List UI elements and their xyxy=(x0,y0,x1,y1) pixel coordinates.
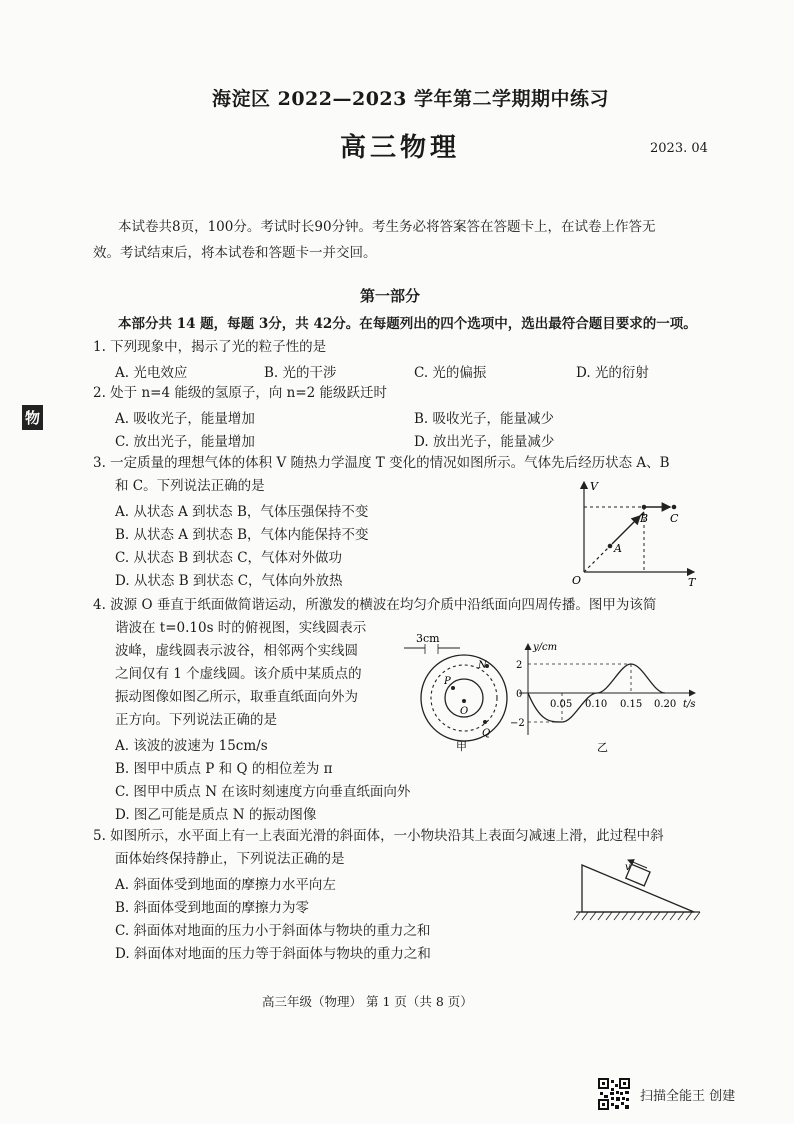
q4-stem-line-2: 谐波在 t=0.10s 时的俯视图，实线圆表示 xyxy=(115,620,367,636)
q2-option-d: D. 放出光子，能量减少 xyxy=(414,434,555,450)
intro-line-2: 效。考试结束后，将本试卷和答题卡一并交回。 xyxy=(93,245,377,261)
q3-stem-line-2: 和 C。下列说法正确的是 xyxy=(115,478,265,494)
incline-diagram xyxy=(572,855,704,925)
point-a xyxy=(608,544,613,549)
q3-option-d: D. 从状态 B 到状态 C，气体向外放热 xyxy=(115,573,343,589)
q2-option-c: C. 放出光子，能量增加 xyxy=(115,434,255,450)
scale-label: 3cm xyxy=(416,632,440,645)
wave-top-view-diagram xyxy=(398,630,518,752)
q5-stem-line-2: 面体始终保持静止，下列说法正确的是 xyxy=(115,851,345,867)
subject-title: 高三物理 xyxy=(340,133,461,163)
label-o: O xyxy=(460,706,469,717)
process-ab-line xyxy=(612,516,640,544)
ground-hatch xyxy=(574,912,700,920)
q1-option-d: D. 光的衍射 xyxy=(576,365,649,381)
q5-option-d: D. 斜面体对地面的压力等于斜面体与物块的重力之和 xyxy=(115,946,431,962)
point-b xyxy=(642,505,647,510)
q5-option-b: B. 斜面体受到地面的摩擦力为零 xyxy=(115,900,310,916)
source-o xyxy=(462,699,466,703)
y-axis-label: y/cm xyxy=(533,642,558,653)
q4-stem-line-6: 正方向。下列说法正确的是 xyxy=(115,712,277,728)
point-q xyxy=(483,720,487,724)
q3-option-c: C. 从状态 B 到状态 C，气体对外做功 xyxy=(115,550,343,566)
q5-stem-line-1: 5. 如图所示，水平面上有一上表面光滑的斜面体，一小物块沿其上表面匀减速上滑，此过程中斜 xyxy=(93,828,664,844)
q3-option-a: A. 从状态 A 到状态 B，气体压强保持不变 xyxy=(115,504,369,520)
velocity-label: v xyxy=(625,862,631,873)
caption-yi: 乙 xyxy=(597,741,608,752)
dashed-extension xyxy=(584,544,612,572)
label-b: B xyxy=(640,512,649,525)
x-tick-005: 0.05 xyxy=(550,699,573,710)
q5-option-c: C. 斜面体对地面的压力小于斜面体与物块的重力之和 xyxy=(115,923,431,939)
label-p: P xyxy=(444,676,451,687)
label-a: A xyxy=(614,542,622,555)
y-tick-neg2: −2 xyxy=(510,718,525,729)
q1-option-c: C. 光的偏振 xyxy=(414,365,487,381)
x-tick-010: 0.10 xyxy=(585,699,608,710)
q5-option-a: A. 斜面体受到地面的摩擦力水平向左 xyxy=(115,877,336,893)
vt-diagram xyxy=(570,476,700,588)
q4-option-d: D. 图乙可能是质点 N 的振动图像 xyxy=(115,807,317,823)
q4-stem-line-4: 之间仅有 1 个虚线圆。该介质中某质点的 xyxy=(115,666,362,682)
q4-option-a: A. 该波的波速为 15cm/s xyxy=(115,738,268,754)
q1-option-b: B. 光的干涉 xyxy=(264,365,337,381)
part-title: 第一部分 xyxy=(360,287,421,305)
x-tick-020: 0.20 xyxy=(654,699,677,710)
origin-label: O xyxy=(572,574,582,587)
trough-circle xyxy=(431,665,497,731)
q1-option-a: A. 光电效应 xyxy=(115,365,188,381)
v-axis-label: V xyxy=(590,480,598,493)
q1-stem: 1. 下列现象中，揭示了光的粒子性的是 xyxy=(93,339,327,355)
subject-side-tag: 物 xyxy=(22,405,43,430)
q4-option-b: B. 图甲中质点 P 和 Q 的相位差为 π xyxy=(115,761,333,777)
vibration-graph xyxy=(505,640,705,752)
camscanner-watermark: 扫描全能王 创建 xyxy=(640,1089,736,1104)
label-q: Q xyxy=(482,728,491,739)
point-p xyxy=(451,686,455,690)
page-footer: 高三年级（物理） 第 1 页（共 8 页） xyxy=(262,994,473,1009)
y-tick-2: 2 xyxy=(516,660,523,671)
q4-stem-line-5: 振动图像如图乙所示，取垂直纸面向外为 xyxy=(115,689,358,705)
x-axis-label: t/s xyxy=(683,699,696,710)
exam-title: 海淀区 2022—2023 学年第二学期期中练习 xyxy=(212,88,609,110)
qr-code-icon xyxy=(598,1078,630,1110)
t-axis-label: T xyxy=(688,576,696,588)
x-tick-015: 0.15 xyxy=(620,699,643,710)
q2-stem: 2. 处于 n=4 能级的氢原子，向 n=2 能级跃迁时 xyxy=(93,385,388,401)
y-tick-0: 0 xyxy=(516,689,523,700)
q3-option-b: B. 从状态 A 到状态 B，气体内能保持不变 xyxy=(115,527,369,543)
q3-stem-line-1: 3. 一定质量的理想气体的体积 V 随热力学温度 T 变化的情况如图所示。气体先后经历状态 A、B xyxy=(93,455,670,471)
exam-date: 2023. 04 xyxy=(650,141,708,156)
q2-option-b: B. 吸收光子，能量减少 xyxy=(414,411,555,427)
label-c: C xyxy=(670,512,679,525)
q4-option-c: C. 图甲中质点 N 在该时刻速度方向垂直纸面向外 xyxy=(115,784,411,800)
q2-option-a: A. 吸收光子，能量增加 xyxy=(115,411,255,427)
point-c xyxy=(672,505,677,510)
caption-jia: 甲 xyxy=(456,740,467,752)
crest-circle-outer xyxy=(421,655,507,741)
part-instruction: 本部分共 14 题，每题 3分，共 42分。在每题列出的四个选项中，选出最符合题目要求的一项。 xyxy=(118,316,697,332)
q4-stem-line-3: 波峰，虚线圆表示波谷，相邻两个实线圆 xyxy=(115,643,358,659)
intro-line-1: 本试卷共8页，100分。考试时长90分钟。考生务必将答案答在答题卡上，在试卷上作答无 xyxy=(118,219,656,235)
label-n: N xyxy=(478,660,487,671)
q4-stem-line-1: 4. 波源 O 垂直于纸面做简谐运动，所激发的横波在均匀介质中沿纸面向四周传播。图甲为该简 xyxy=(93,597,657,613)
